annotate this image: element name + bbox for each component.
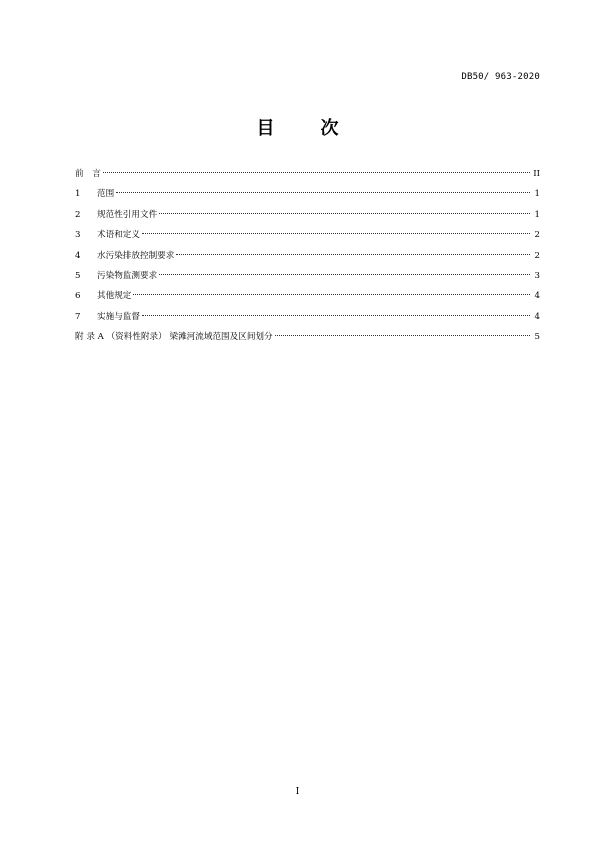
toc-entry-title: 前 言 xyxy=(75,169,101,179)
toc-entry-title: 范围 xyxy=(97,189,115,200)
table-of-contents xyxy=(75,164,540,348)
toc-entry-7[interactable] xyxy=(75,307,540,327)
toc-leader-dots xyxy=(116,192,530,193)
toc-entry-foreword[interactable] xyxy=(75,164,540,184)
toc-entry-4[interactable] xyxy=(75,246,540,266)
toc-leader-dots xyxy=(159,213,530,214)
toc-entry-page: 2 xyxy=(534,230,540,241)
toc-entry-number: 2 xyxy=(75,209,81,220)
toc-entry-number: 6 xyxy=(75,291,81,302)
toc-entry-page: 4 xyxy=(534,291,540,302)
toc-entry-5[interactable] xyxy=(75,266,540,286)
toc-entry-2[interactable] xyxy=(75,205,540,225)
toc-leader-dots xyxy=(159,274,530,275)
toc-entry-number: 3 xyxy=(75,230,81,241)
toc-leader-dots xyxy=(275,335,530,336)
toc-entry-6[interactable] xyxy=(75,286,540,306)
page-number: I xyxy=(295,787,300,797)
toc-entry-page: II xyxy=(533,169,540,179)
toc-entry-page: 5 xyxy=(534,332,540,343)
toc-entry-title: 术语和定义 xyxy=(97,230,140,241)
toc-entry-number: 4 xyxy=(75,250,81,261)
toc-entry-page: 2 xyxy=(534,250,540,261)
toc-entry-3[interactable] xyxy=(75,225,540,245)
toc-entry-title: 其他规定 xyxy=(97,291,132,302)
toc-leader-dots xyxy=(176,254,530,255)
toc-entry-page: 4 xyxy=(534,311,540,322)
toc-entry-number: 1 xyxy=(75,189,81,200)
toc-entry-page: 1 xyxy=(534,209,540,220)
page-title: 目 次 xyxy=(256,118,353,139)
toc-leader-dots xyxy=(103,172,530,173)
toc-entry-number: 5 xyxy=(75,270,81,281)
toc-leader-dots xyxy=(133,294,530,295)
toc-entry-appendix-a[interactable] xyxy=(75,327,540,347)
toc-entry-title: 实施与监督 xyxy=(97,311,140,322)
toc-entry-title: 附 录 A （资料性附录） 梁滩河流域范围及区间划分 xyxy=(75,332,273,343)
toc-entry-page: 1 xyxy=(534,189,540,200)
toc-entry-number: 7 xyxy=(75,311,81,322)
toc-entry-title: 污染物监测要求 xyxy=(97,270,158,281)
toc-entry-1[interactable] xyxy=(75,184,540,204)
document-code: DB50/ 963-2020 xyxy=(461,72,540,82)
toc-leader-dots xyxy=(142,233,530,234)
toc-entry-page: 3 xyxy=(534,270,540,281)
toc-leader-dots xyxy=(142,315,530,316)
toc-entry-title: 水污染排放控制要求 xyxy=(97,250,175,261)
toc-entry-title: 规范性引用文件 xyxy=(97,209,158,220)
